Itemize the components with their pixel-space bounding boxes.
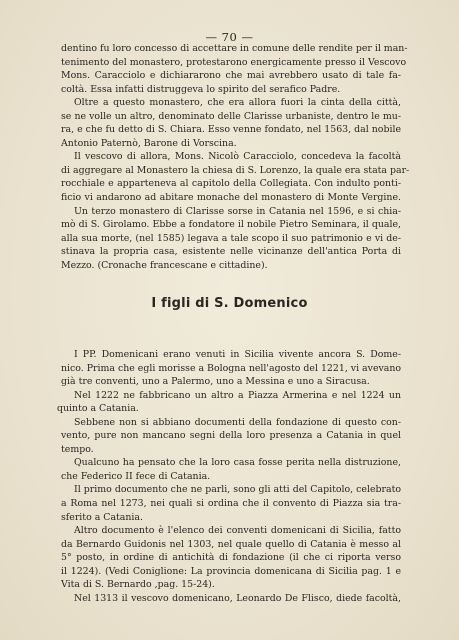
text-line: Sebbene non si abbiano documenti della fondazione di questo con-: [74, 416, 401, 428]
text-line: Nel 1313 il vescovo domenicano, Leonardo De Flisco, diede facoltà,: [74, 592, 401, 604]
text-line: sferito a Catania.: [61, 511, 143, 523]
text-line: Un terzo monastero di Clarisse sorse in Catania nel 1596, e si chia-: [74, 205, 401, 217]
text-line: dentino fu loro concesso di accettare in comune delle rendite per il man-: [61, 43, 408, 54]
text-line: quinto a Catania.: [57, 403, 139, 415]
text-line: Altro documento è l'elenco dei conventi domenicani di Sicilia, fatto: [74, 525, 401, 537]
text-line: 5° posto, in ordine di antichità di fondazione (il che ci riporta verso: [61, 552, 401, 564]
text-line: Qualcuno ha pensato che la loro casa fosse perita nella distruzione,: [74, 457, 401, 469]
text-line: Vita di S. Bernardo ,pag. 15-24).: [61, 579, 215, 591]
text-line: vento, pure non mancano segni della loro presenza a Catania in quel: [61, 430, 401, 442]
text-line: Oltre a questo monastero, che era allora fuori la cinta della città,: [74, 97, 401, 109]
text-line: che Federico II fece di Catania.: [61, 470, 211, 482]
text-line: Il vescovo di allora, Mons. Nicolò Caracciolo, concedeva la facoltà: [74, 151, 401, 163]
section-heading: I figli di S. Domenico: [151, 296, 308, 311]
text-line: ficio vi andarono ad abitare monache del monastero di Monte Vergine.: [61, 192, 401, 204]
paragraph-block-domenicani: [57, 348, 402, 605]
text-line: di aggregare al Monastero la chiesa di S. Lorenzo, la quale era stata par-: [61, 164, 410, 176]
text-line: da Bernardo Guidonis nel 1303, nel quale quello di Catania è messo al: [61, 538, 401, 550]
text-line: coltà. Essa infatti distruggeva lo spirito del serafico Padre.: [61, 83, 341, 95]
text-line: I PP. Domenicani erano venuti in Sicilia vivente ancora S. Dome-: [74, 349, 401, 360]
paragraph-block-clarisse: [61, 42, 410, 272]
text-line: Il primo documento che ne parli, sono gli atti del Capitolo, celebrato: [74, 484, 401, 496]
text-line: se ne volle un altro, denominato delle Clarisse urbaniste, dentro le mu-: [61, 110, 401, 122]
text-line: alla sua morte, (nel 1585) legava a tale scopo il suo patrimonio e vi de-: [61, 232, 401, 244]
text-line: Nel 1222 ne fabbricano un altro a Piazza Armerina e nel 1224 un: [74, 389, 401, 401]
text-line: il 1224). (Vedi Coniglione: La provincia domenicana di Sicilia pag. 1 e: [61, 565, 401, 577]
text-line: Mons. Caracciolo e dichiararono che mai avrebbero usato di tale fa-: [61, 70, 401, 82]
text-line: nico. Prima che egli morisse a Bologna nell'agosto del 1221, vi avevano: [61, 362, 402, 374]
text-line: già tre conventi, uno a Palermo, uno a Messina e uno a Siracusa.: [61, 376, 370, 388]
text-line: mò di S. Girolamo. Ebbe a fondatore il nobile Pietro Seminara, il quale,: [61, 219, 401, 231]
text-line: stinava la propria casa, esistente nelle vicinanze dell'antica Porta di: [61, 246, 401, 258]
text-line: ra, e che fu detto di S. Chiara. Esso venne fondato, nel 1563, dal nobile: [61, 124, 401, 136]
text-line: tenimento del monastero, protestarono energicamente presso il Vescovo: [61, 56, 407, 68]
text-line: rocchiale e apparteneva al capitolo della Collegiata. Con indulto ponti-: [61, 178, 401, 190]
text-line: Antonio Paternò, Barone di Vorscina.: [61, 137, 237, 149]
text-line: a Roma nel 1273, nei quali si ordina che il convento di Piazza sia tra-: [61, 498, 401, 510]
text-line: Mezzo. (Cronache francescane e cittadine).: [61, 259, 268, 271]
page-number: — 70 —: [205, 30, 254, 44]
text-line: tempo.: [61, 443, 94, 455]
